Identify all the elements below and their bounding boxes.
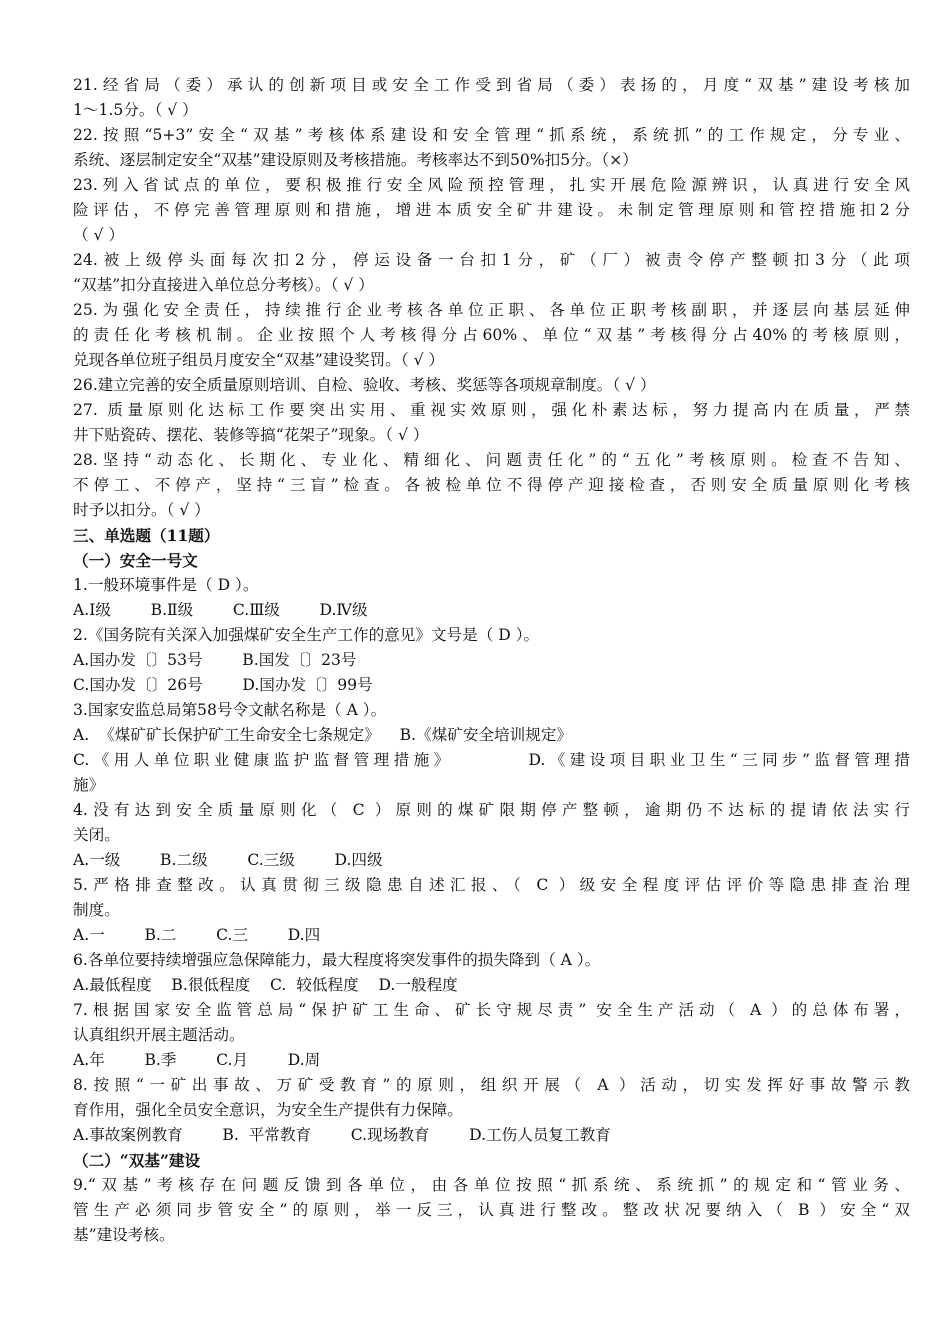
subsection-heading: （二）“双基”建设 bbox=[73, 1151, 201, 1170]
text-line: 27. 质量原则化达标工作要突出实用、重视实效原则，强化朴素达标，努力提高内在质量，严禁 bbox=[73, 401, 910, 419]
text-line: 不停工、不停产，坚持“三盲”检查。各被检单位不得停产迎接检查，否则安全质量原则化考核 bbox=[73, 476, 910, 494]
text-line: 21.经省局（委）承认的创新项目或安全工作受到省局（委）表扬的，月度“双基”建设考核加 bbox=[73, 76, 910, 94]
text-line: 22.按照“5+3”安全“双基”考核体系建设和安全管理“抓系统，系统抓”的工作规定，分专业、 bbox=[73, 126, 910, 144]
text-line: 险评估，不停完善管理原则和措施，增进本质安全矿井建设。未制定管理原则和管控措施扣2分 bbox=[73, 201, 910, 219]
text-line: 井下贴瓷砖、摆花、装修等搞“花架子”现象。（ √ ） bbox=[73, 426, 429, 444]
options-line: A.一 B.二 C.三 D.四 bbox=[73, 926, 321, 944]
question-line: 8.按照“一矿出事故、万矿受教育”的原则，组织开展（ A ）活动，切实发挥好事故警示教 bbox=[73, 1076, 910, 1094]
options-line: A.最低程度 B.很低程度 C. 较低程度 D.一般程度 bbox=[73, 976, 458, 994]
options-line: 施》 bbox=[73, 776, 105, 794]
options-line: A.国办发〔〕53号 B.国发〔〕23号 bbox=[73, 651, 357, 669]
question-line: 管生产必须同步管安全”的原则，举一反三，认真进行整改。整改状况要纳入（ B ）安全“双 bbox=[73, 1201, 910, 1219]
text-line: 时予以扣分。（ √ ） bbox=[73, 501, 210, 519]
question-line: 制度。 bbox=[73, 901, 120, 919]
text-line: 的责任化考核机制。企业按照个人考核得分占60%、单位“双基”考核得分占40%的考核原则， bbox=[73, 326, 910, 344]
text-line: （ √ ） bbox=[73, 226, 125, 244]
text-line: 系统、逐层制定安全“双基”建设原则及考核措施。考核率达不到50%扣5分。（×） bbox=[73, 151, 638, 169]
question-line: 6.各单位要持续增强应急保障能力，最大程度将突发事件的损失降到（ A ）。 bbox=[73, 951, 601, 969]
text-line: 26.建立完善的安全质量原则培训、自检、验收、考核、奖惩等各项规章制度。（ √ ） bbox=[73, 376, 656, 394]
options-line: A.Ⅰ级 B.Ⅱ级 C.Ⅲ级 D.Ⅳ级 bbox=[73, 601, 368, 619]
text-line: 23.列入省试点的单位，要积极推行安全风险预控管理，扎实开展危险源辨识，认真进行安全风 bbox=[73, 176, 910, 194]
question-line: 4.没有达到安全质量原则化（ C ）原则的煤矿限期停产整顿，逾期仍不达标的提请依法实行 bbox=[73, 801, 910, 819]
question-line: 育作用，强化全员安全意识，为安全生产提供有力保障。 bbox=[73, 1101, 463, 1119]
options-line: A.年 B.季 C.月 D.周 bbox=[73, 1051, 321, 1069]
question-line: 关闭。 bbox=[73, 826, 120, 844]
question-line: 9.“双基”考核存在问题反馈到各单位，由各单位按照“抓系统、系统抓”的规定和“管业务、 bbox=[73, 1176, 910, 1194]
text-line: 28.坚持“动态化、长期化、专业化、精细化、问题责任化”的“五化”考核原则。检查不告知、 bbox=[73, 451, 910, 469]
text-line: 24.被上级停头面每次扣2分，停运设备一台扣1分，矿（厂）被责令停产整顿扣3分（此项 bbox=[73, 251, 910, 269]
section-heading: 三、单选题（11题） bbox=[73, 526, 220, 545]
options-line: A.事故案例教育 B. 平常教育 C.现场教育 D.工伤人员复工教育 bbox=[73, 1126, 611, 1144]
text-line: 兑现各单位班子组员月度安全“双基”建设奖罚。（ √ ） bbox=[73, 351, 445, 369]
question-line: 3.国家安监总局第58号令文献名称是（ A ）。 bbox=[73, 701, 387, 719]
options-line: C.国办发〔〕26号 D.国办发〔〕99号 bbox=[73, 676, 373, 694]
options-line: C.《用人单位职业健康监护监督管理措施》 D.《建设项目职业卫生“三同步”监督管理措 bbox=[73, 751, 910, 769]
text-line: 1～1.5分。（ √ ） bbox=[73, 101, 198, 119]
options-line: A.一级 B.二级 C.三级 D.四级 bbox=[73, 851, 383, 869]
question-line: 2.《国务院有关深入加强煤矿安全生产工作的意见》文号是（ D ）。 bbox=[73, 626, 540, 644]
options-line: A. 《煤矿矿长保护矿工生命安全七条规定》 B.《煤矿安全培训规定》 bbox=[73, 726, 573, 744]
question-line: 基”建设考核。 bbox=[73, 1226, 175, 1244]
text-line: 25.为强化安全责任，持续推行企业考核各单位正职、各单位正职考核副职，并逐层向基层延伸 bbox=[73, 301, 910, 319]
question-line: 认真组织开展主题活动。 bbox=[73, 1026, 245, 1044]
question-line: 1.一般环境事件是（ D ）。 bbox=[73, 576, 259, 594]
text-line: “双基”扣分直接进入单位总分考核）。（ √ ） bbox=[73, 276, 374, 294]
subsection-heading: （一）安全一号文 bbox=[73, 551, 198, 570]
question-line: 7.根据国家安全监管总局“保护矿工生命、矿长守规尽责” 安全生产活动（ A ）的总体布署， bbox=[73, 1001, 910, 1019]
question-line: 5.严格排查整改。认真贯彻三级隐患自述汇报、（ C ）级安全程度评估评价等隐患排查治理 bbox=[73, 876, 910, 894]
